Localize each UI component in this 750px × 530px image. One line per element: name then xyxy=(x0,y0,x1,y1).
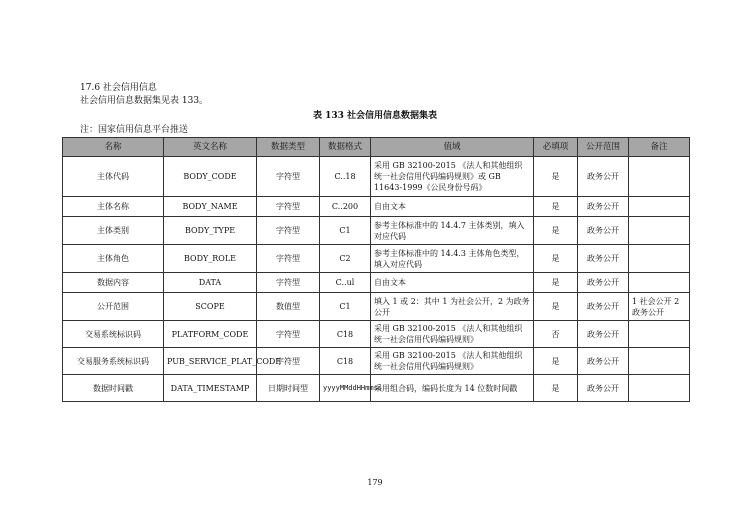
cell-scope: 政务公开 xyxy=(578,348,629,375)
cell-scope: 政务公开 xyxy=(578,293,629,321)
cell-required: 否 xyxy=(534,321,578,348)
cell-scope: 政务公开 xyxy=(578,157,629,197)
column-header: 数据类型 xyxy=(257,138,320,157)
cell-data-type: 字符型 xyxy=(257,245,320,273)
table-row xyxy=(63,348,690,375)
cell-value-domain: 参考主体标准中的 14.4.7 主体类别，填入对应代码 xyxy=(371,217,534,245)
cell-english-name: BODY_TYPE xyxy=(164,217,257,245)
cell-name: 交易系统标识码 xyxy=(63,321,164,348)
cell-required: 是 xyxy=(534,293,578,321)
cell-name: 公开范围 xyxy=(63,293,164,321)
cell-name: 主体角色 xyxy=(63,245,164,273)
cell-name: 数据内容 xyxy=(63,273,164,293)
cell-data-format: C..ul xyxy=(320,273,371,293)
cell-scope: 政务公开 xyxy=(578,245,629,273)
cell-english-name: BODY_ROLE xyxy=(164,245,257,273)
cell-data-format: C2 xyxy=(320,245,371,273)
column-header: 数据格式 xyxy=(320,138,371,157)
column-header: 名称 xyxy=(63,138,164,157)
cell-required: 是 xyxy=(534,348,578,375)
cell-value-domain: 采用组合码，编码长度为 14 位数时间戳 xyxy=(371,375,534,402)
cell-remark xyxy=(629,321,690,348)
cell-data-format: C1 xyxy=(320,217,371,245)
cell-required: 是 xyxy=(534,273,578,293)
table-row xyxy=(63,321,690,348)
cell-remark xyxy=(629,245,690,273)
cell-remark: 1 社会公开 2 政务公开 xyxy=(629,293,690,321)
cell-data-type: 字符型 xyxy=(257,197,320,217)
cell-data-type: 字符型 xyxy=(257,273,320,293)
cell-english-name: BODY_CODE xyxy=(164,157,257,197)
cell-data-type: 字符型 xyxy=(257,157,320,197)
column-header: 备注 xyxy=(629,138,690,157)
table-row xyxy=(63,273,690,293)
cell-value-domain: 采用 GB 32100-2015 《法人和其他组织统一社会信用代码编码规则》或 GB 11643-1999《公民身份号码》 xyxy=(371,157,534,197)
cell-remark xyxy=(629,217,690,245)
cell-data-type: 日期时间型 xyxy=(257,375,320,402)
data-table xyxy=(62,137,690,402)
cell-english-name: PUB_SERVICE_PLAT_CODE xyxy=(164,348,257,375)
cell-required: 是 xyxy=(534,375,578,402)
cell-english-name: SCOPE xyxy=(164,293,257,321)
table-header-row xyxy=(63,138,690,157)
cell-remark xyxy=(629,348,690,375)
table-row xyxy=(63,375,690,402)
cell-value-domain: 自由文本 xyxy=(371,273,534,293)
cell-scope: 政务公开 xyxy=(578,217,629,245)
cell-data-format: C1 xyxy=(320,293,371,321)
cell-scope: 政务公开 xyxy=(578,375,629,402)
cell-value-domain: 采用 GB 32100-2015 《法人和其他组织统一社会信用代码编码规则》 xyxy=(371,348,534,375)
column-header: 必填项 xyxy=(534,138,578,157)
cell-english-name: PLATFORM_CODE xyxy=(164,321,257,348)
cell-value-domain: 填入 1 或 2：其中 1 为社会公开，2 为政务公开 xyxy=(371,293,534,321)
cell-scope: 政务公开 xyxy=(578,197,629,217)
cell-name: 数据时间戳 xyxy=(63,375,164,402)
page-number: 179 xyxy=(367,478,383,487)
cell-value-domain: 参考主体标准中的 14.4.3 主体角色类型，填入对应代码 xyxy=(371,245,534,273)
cell-name: 主体代码 xyxy=(63,157,164,197)
table-row xyxy=(63,157,690,197)
cell-english-name: DATA_TIMESTAMP xyxy=(164,375,257,402)
cell-remark xyxy=(629,157,690,197)
column-header: 值域 xyxy=(371,138,534,157)
table-note: 注：国家信用信息平台推送 xyxy=(80,125,189,135)
cell-value-domain: 采用 GB 32100-2015 《法人和其他组织统一社会信用代码编码规则》 xyxy=(371,321,534,348)
cell-remark xyxy=(629,273,690,293)
cell-required: 是 xyxy=(534,157,578,197)
cell-data-format: C18 xyxy=(320,321,371,348)
cell-name: 交易服务系统标识码 xyxy=(63,348,164,375)
cell-scope: 政务公开 xyxy=(578,321,629,348)
cell-data-format: C..200 xyxy=(320,197,371,217)
section-heading: 17.6 社会信用信息 xyxy=(80,83,157,93)
column-header: 英文名称 xyxy=(164,138,257,157)
cell-required: 是 xyxy=(534,217,578,245)
cell-data-type: 字符型 xyxy=(257,217,320,245)
cell-name: 主体名称 xyxy=(63,197,164,217)
cell-remark xyxy=(629,375,690,402)
cell-value-domain: 自由文本 xyxy=(371,197,534,217)
table-title: 表 133 社会信用信息数据集表 xyxy=(312,111,438,121)
cell-data-format: C..18 xyxy=(320,157,371,197)
table-row xyxy=(63,197,690,217)
cell-data-type: 数值型 xyxy=(257,293,320,321)
cell-data-type: 字符型 xyxy=(257,321,320,348)
table-row xyxy=(63,245,690,273)
cell-scope: 政务公开 xyxy=(578,273,629,293)
cell-english-name: DATA xyxy=(164,273,257,293)
intro-text: 社会信用信息数据集见表 133。 xyxy=(80,96,209,106)
cell-english-name: BODY_NAME xyxy=(164,197,257,217)
cell-required: 是 xyxy=(534,197,578,217)
cell-name: 主体类别 xyxy=(63,217,164,245)
cell-data-type: 字符型 xyxy=(257,348,320,375)
cell-data-format: yyyyMMddHHmmss xyxy=(320,375,371,402)
cell-remark xyxy=(629,197,690,217)
cell-required: 是 xyxy=(534,245,578,273)
table-row xyxy=(63,217,690,245)
cell-data-format: C18 xyxy=(320,348,371,375)
column-header: 公开范围 xyxy=(578,138,629,157)
table-row xyxy=(63,293,690,321)
